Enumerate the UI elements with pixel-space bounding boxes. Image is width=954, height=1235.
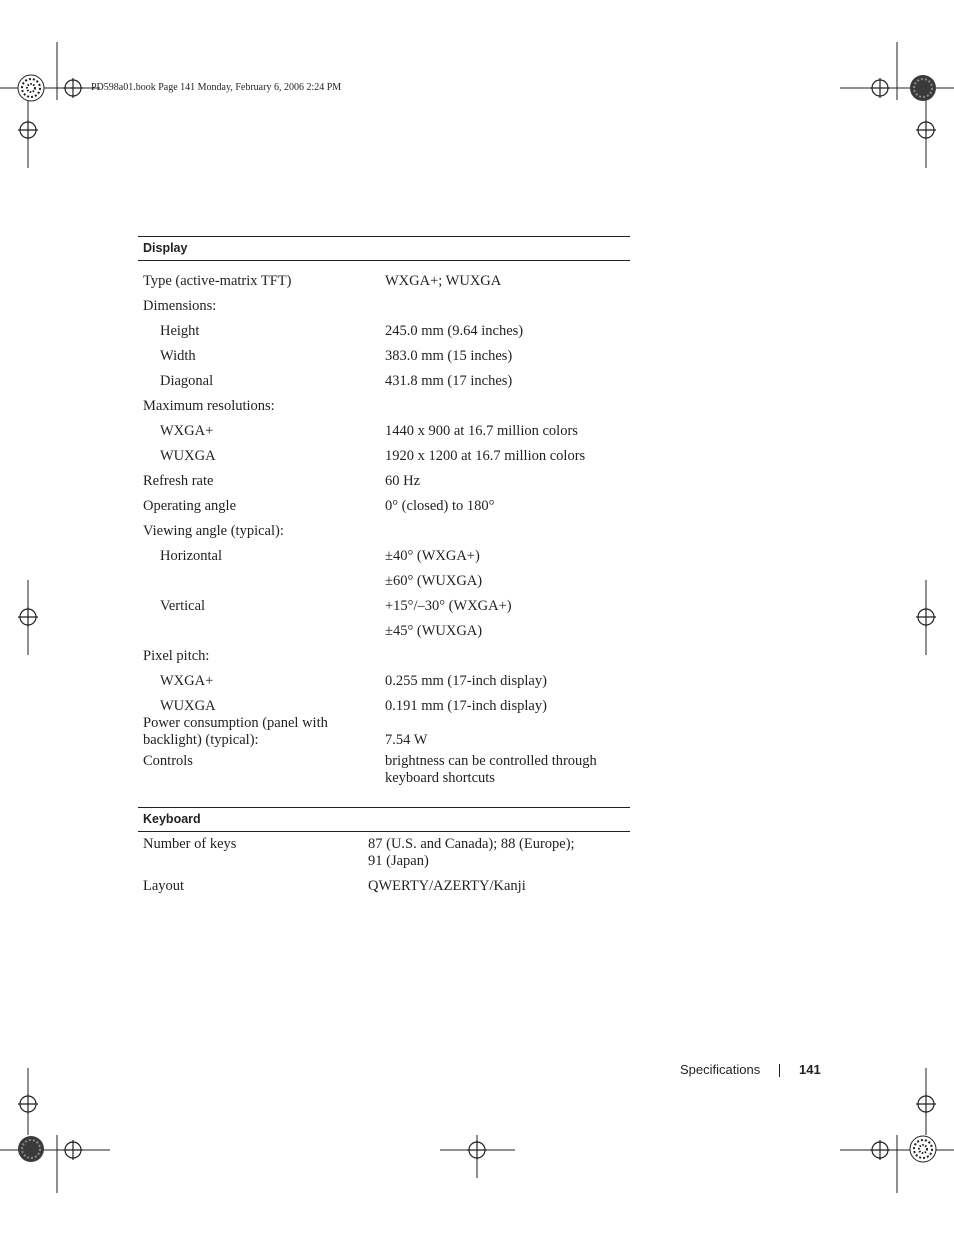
spec-value: 383.0 mm (15 inches) <box>385 348 513 364</box>
spec-value: 87 (U.S. and Canada); 88 (Europe); 91 (Japan) <box>368 836 575 869</box>
spec-row <box>138 515 630 540</box>
print-header-stamp: PD598a01.book Page 141 Monday, February 6, 2006 2:24 PM <box>91 82 342 93</box>
spec-row <box>138 832 630 871</box>
spec-row <box>138 440 630 465</box>
spec-row <box>138 749 630 787</box>
spec-row <box>138 340 630 365</box>
spec-value: ±60° (WUXGA) <box>385 573 483 589</box>
spec-value: ±45° (WUXGA) <box>385 623 483 639</box>
spec-value: WXGA+; WUXGA <box>385 273 502 289</box>
spec-value: 0° (closed) to 180° <box>385 498 495 514</box>
spec-row <box>138 465 630 490</box>
spec-row <box>138 390 630 415</box>
spec-label: Operating angle <box>143 498 237 514</box>
spec-label: Layout <box>143 878 185 894</box>
display-section-title: Display <box>138 237 630 261</box>
display-spec-table <box>138 236 630 787</box>
spec-label: WUXGA <box>160 698 216 714</box>
spec-row <box>138 315 630 340</box>
spec-row <box>138 665 630 690</box>
spec-value: QWERTY/AZERTY/Kanji <box>368 878 526 894</box>
spec-row <box>138 490 630 515</box>
spec-label <box>138 565 380 590</box>
page-number: 141 <box>799 1062 821 1077</box>
spec-label: Dimensions: <box>143 298 217 314</box>
spec-label: WUXGA <box>160 448 216 464</box>
spec-label: Horizontal <box>160 548 223 564</box>
display-rows <box>138 261 630 788</box>
footer-divider <box>779 1064 780 1077</box>
spec-row <box>138 365 630 390</box>
spec-value: 0.255 mm (17-inch display) <box>385 673 547 689</box>
spec-label: Power consumption (panel with backlight) (typical): <box>143 715 328 748</box>
spec-value: ±40° (WXGA+) <box>385 548 480 564</box>
spec-row <box>138 290 630 315</box>
spec-label: Height <box>160 323 200 339</box>
footer-section-name: Specifications <box>680 1062 761 1077</box>
spec-row <box>138 415 630 440</box>
spec-value: 0.191 mm (17-inch display) <box>385 698 547 714</box>
spec-value: 1440 x 900 at 16.7 million colors <box>385 423 578 439</box>
spec-label: Pixel pitch: <box>143 648 210 664</box>
keyboard-rows <box>138 832 630 896</box>
keyboard-section-title: Keyboard <box>138 808 630 832</box>
spec-value: 7.54 W <box>385 732 428 748</box>
spec-row <box>138 261 630 291</box>
spec-row <box>138 690 630 715</box>
spec-value: 60 Hz <box>385 473 421 489</box>
spec-row <box>138 615 630 640</box>
spec-value <box>380 290 630 315</box>
spec-value <box>380 515 630 540</box>
spec-value <box>380 390 630 415</box>
spec-row <box>138 590 630 615</box>
keyboard-spec-table <box>138 807 630 895</box>
spec-value: 1920 x 1200 at 16.7 million colors <box>385 448 586 464</box>
spec-label: Width <box>160 348 196 364</box>
spec-value: 431.8 mm (17 inches) <box>385 373 513 389</box>
spec-value: 245.0 mm (9.64 inches) <box>385 323 524 339</box>
spec-label: Viewing angle (typical): <box>143 523 284 539</box>
spec-label: Refresh rate <box>143 473 214 489</box>
spec-row <box>138 870 630 895</box>
spec-label: WXGA+ <box>160 673 214 689</box>
spec-label: Vertical <box>160 598 206 614</box>
spec-row <box>138 715 630 749</box>
spec-label: WXGA+ <box>160 423 214 439</box>
spec-row <box>138 640 630 665</box>
spec-label: Controls <box>143 753 193 769</box>
spec-label: Diagonal <box>160 373 214 389</box>
spec-row <box>138 540 630 565</box>
spec-value: +15°/–30° (WXGA+) <box>385 598 512 614</box>
spec-label <box>138 615 380 640</box>
spec-label: Type (active-matrix TFT) <box>143 273 292 289</box>
spec-label: Number of keys <box>143 836 237 852</box>
spec-value: brightness can be controlled through keyboard shortcuts <box>385 753 597 786</box>
spec-label: Maximum resolutions: <box>143 398 275 414</box>
spec-row <box>138 565 630 590</box>
spec-value <box>380 640 630 665</box>
